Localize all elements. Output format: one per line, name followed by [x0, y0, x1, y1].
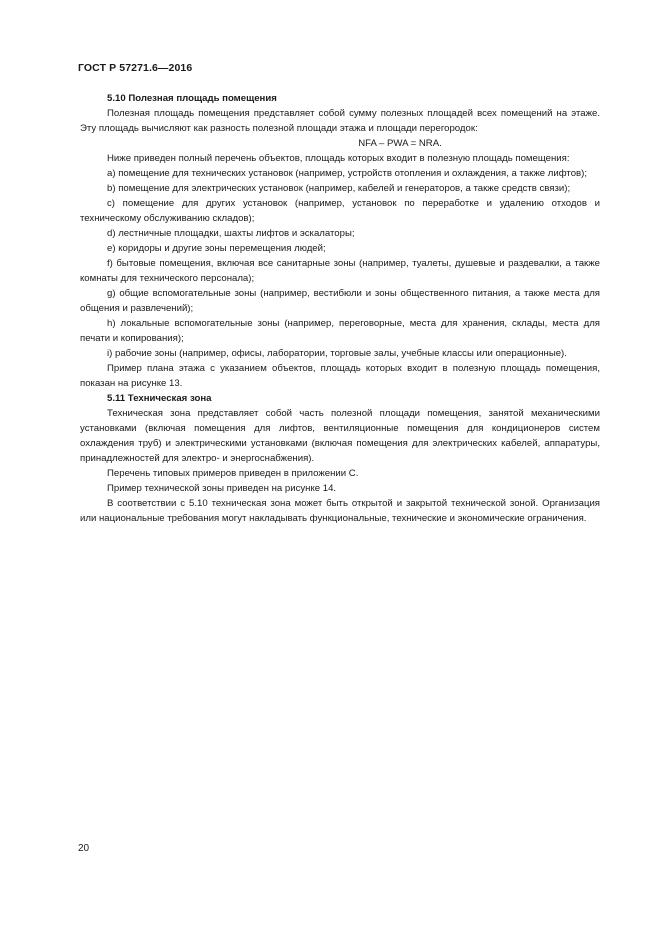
paragraph: Ниже приведен полный перечень объектов, площадь которых входит в полезную площадь помещения: [107, 153, 570, 164]
list-item: c) помещение для других установок (например, установок по переработке и удалению отходов и техническому обслуживанию складов); [80, 198, 600, 224]
paragraph: Перечень типовых примеров приведен в приложении C. [107, 468, 359, 479]
list-item: g) общие вспомогательные зоны (например, вестибюли и зоны общественного питания, а также места для общения и развлечений); [80, 288, 600, 314]
document-body [80, 91, 600, 526]
list-item: f) бытовые помещения, включая все санитарные зоны (например, туалеты, душевые и раздевалки, а также комнаты для технического персонала); [80, 258, 600, 284]
paragraph: Полезная площадь помещения представляет собой сумму полезных площадей всех помещений на этаже. Эту площадь вычисляют как разность полезной площади этажа и площади перегородок: [80, 108, 600, 134]
list-item: a) помещение для технических установок (например, устройств отопления и охлаждения, а также лифтов); [107, 168, 587, 179]
section-heading-5-10: 5.10 Полезная площадь помещения [107, 93, 277, 104]
list-item: b) помещение для электрических установок (например, кабелей и генераторов, а также средств связи); [107, 183, 571, 194]
formula: NFA – PWA = NRA. [358, 138, 442, 149]
list-item: h) локальные вспомогательные зоны (например, переговорные, места для хранения, склады, места для печати и копирования); [80, 318, 600, 344]
section-heading-5-11: 5.11 Техническая зона [107, 393, 212, 404]
paragraph: В соответствии с 5.10 техническая зона может быть открытой и закрытой технической зоной. Организация или национальные требования могут накладывать функциональные, технические и экономические ограничения. [80, 498, 600, 524]
document-header: ГОСТ Р 57271.6—2016 [78, 62, 193, 74]
paragraph: Техническая зона представляет собой часть полезной площади помещения, занятой механическими установками (включая помещения для лифтов, вентиляционные помещения для кондиционеров систем охлаждения труб) и электрическими установками (включая помещения для электрических кабелей, аппаратуры, принадлежностей для электро- и энергоснабжения). [80, 408, 600, 464]
paragraph: Пример технической зоны приведен на рисунке 14. [107, 483, 337, 494]
list-item: d) лестничные площадки, шахты лифтов и эскалаторы; [107, 228, 355, 239]
list-item: e) коридоры и другие зоны перемещения людей; [107, 243, 326, 254]
page-number: 20 [78, 843, 90, 854]
paragraph: Пример плана этажа с указанием объектов, площадь которых входит в полезную площадь помещения, показан на рисунке 13. [80, 363, 600, 389]
list-item: i) рабочие зоны (например, офисы, лаборатории, торговые залы, учебные классы или операционные). [107, 348, 567, 359]
